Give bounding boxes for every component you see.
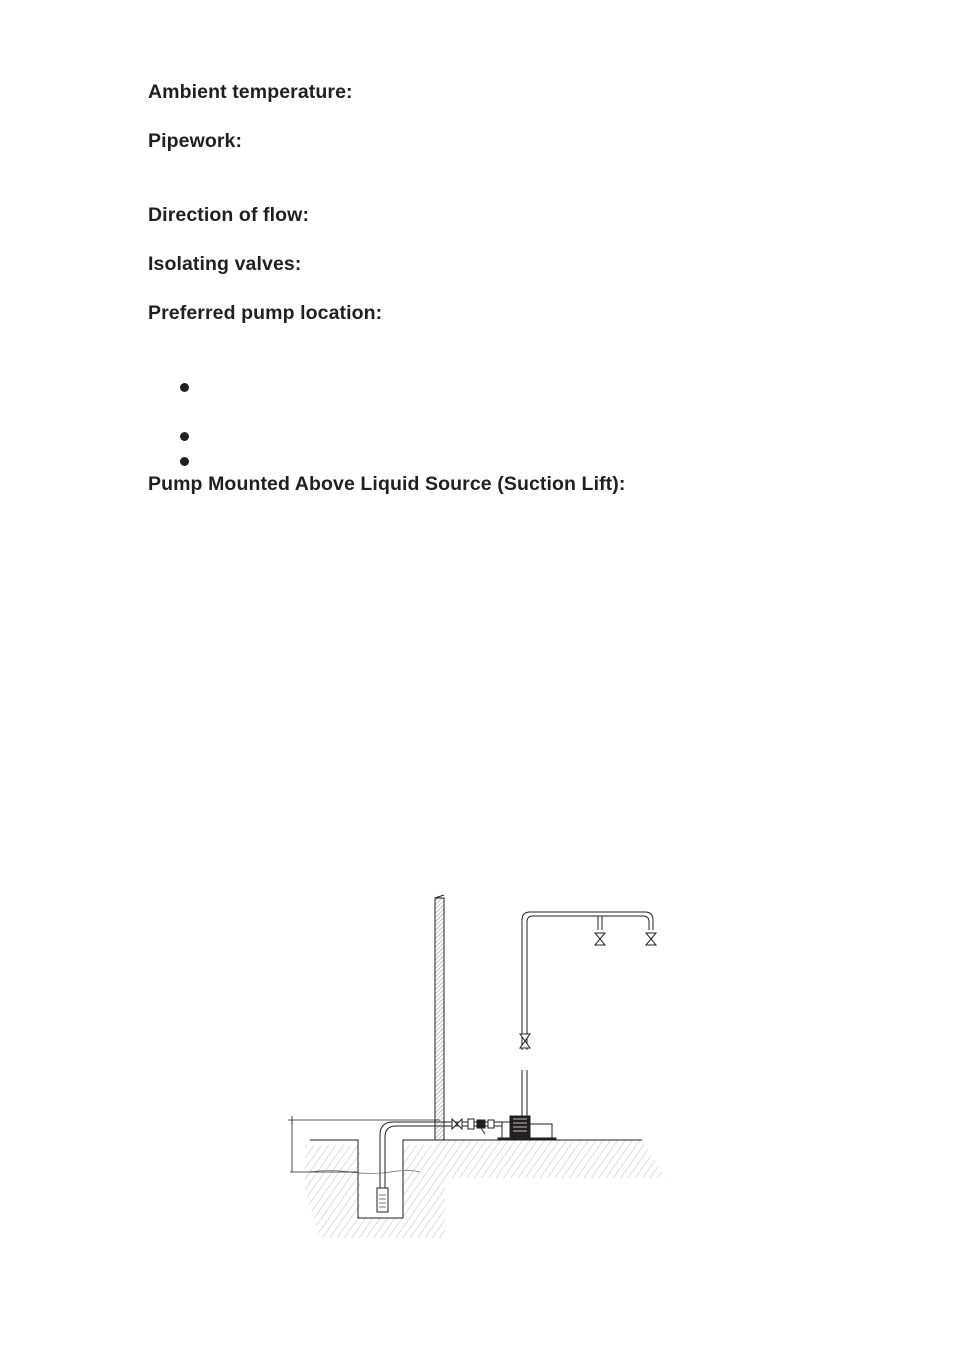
suction-lift-diagram — [280, 890, 680, 1250]
strainer-icon — [468, 1119, 494, 1134]
bullet-point — [180, 432, 189, 441]
heading-ambient-temperature: Ambient temperature: — [148, 81, 353, 103]
pump-icon — [498, 1116, 556, 1140]
isolating-valve-icon — [452, 1119, 462, 1129]
heading-preferred-pump-location: Preferred pump location: — [148, 302, 383, 324]
heading-suction-lift: Pump Mounted Above Liquid Source (Suction Lift): — [148, 473, 626, 495]
heading-direction-of-flow: Direction of flow: — [148, 204, 310, 226]
ground-hatch — [305, 1140, 665, 1238]
heading-isolating-valves: Isolating valves: — [148, 253, 302, 275]
discharge-pipe — [522, 912, 653, 1116]
bullet-point — [180, 383, 189, 392]
foot-valve-strainer-icon — [377, 1188, 388, 1212]
heading-pipework: Pipework: — [148, 130, 243, 152]
bullet-point — [180, 457, 189, 466]
wall — [435, 895, 444, 1140]
outlet-tap-icon — [595, 933, 656, 945]
